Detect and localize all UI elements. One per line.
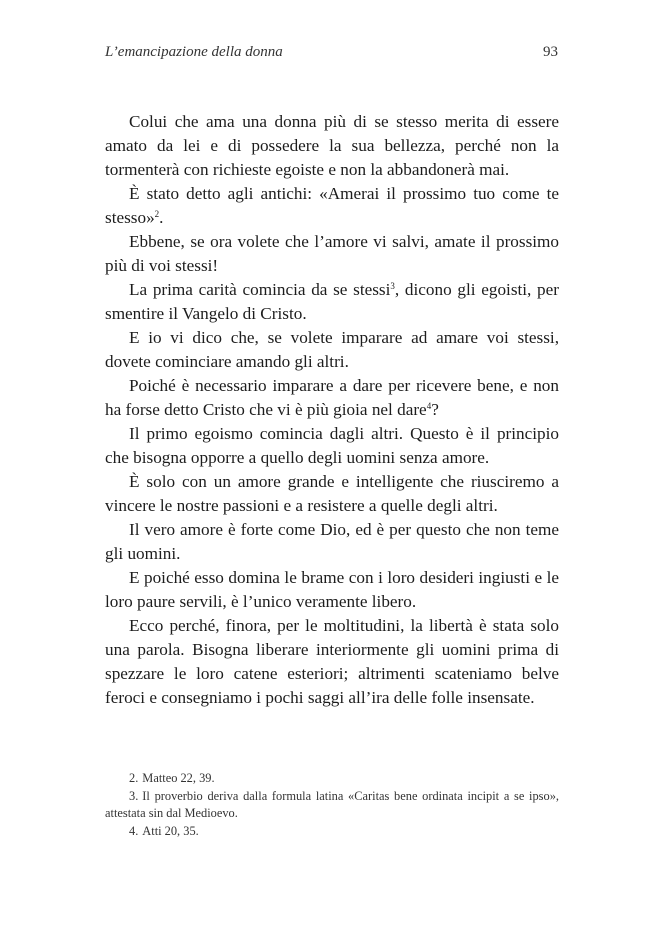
footnote-text: Il proverbio deriva dalla formula latina «Caritas bene ordinata incipit a se ipso», attestata sin dal Medioevo.	[105, 788, 559, 820]
footnotes	[105, 770, 559, 840]
paragraph: Ecco perché, finora, per le moltitudini, la libertà è stata solo una parola. Bisogna liberare interiormente gli uomini prima di spezzare le loro catene esteriori; altrimenti scateniamo belve feroci e consegniamo i pochi saggi all’ira delle folle insensate.	[105, 616, 559, 707]
footnote-text: Matteo 22, 39.	[142, 771, 215, 785]
paragraph: Colui che ama una donna più di se stesso merita di essere amato da lei e di possedere la sua bellezza, perché non la tormenterà con richieste egoiste e non la abbandonerà mai.	[105, 112, 559, 179]
paragraph: La prima carità comincia da se stessi$^3$, dicono gli egoisti, per smentire il Vangelo di Cristo.	[105, 280, 560, 323]
footnote	[105, 823, 559, 841]
paragraph: Il primo egoismo comincia dagli altri. Questo è il principio che bisogna opporre a quello degli uomini senza amore.	[105, 424, 559, 467]
footnote-number: 4.	[129, 823, 139, 838]
footnote-ref: 2	[154, 209, 160, 219]
footnote-text: Atti 20, 35.	[142, 823, 199, 838]
footnote-number: 2.	[129, 771, 139, 785]
paragraph: Poiché è necessario imparare a dare per ricevere bene, e non ha forse detto Cristo che vi è più gioia nel dare$^4$?	[105, 376, 559, 419]
page-number: 93	[543, 44, 558, 60]
footnote	[105, 788, 559, 823]
body-text	[105, 110, 559, 710]
paragraph: E poiché esso domina le brame con i loro desideri ingiusti e le loro paure servili, è l’unico veramente libero.	[105, 568, 559, 611]
paragraph: E io vi dico che, se volete imparare ad amare voi stessi, dovete cominciare amando gli altri.	[105, 328, 559, 371]
paragraph: È stato detto agli antichi: «Amerai il prossimo tuo come te stesso»$^2$.	[105, 184, 559, 227]
paragraph: Ebbene, se ora volete che l’amore vi salvi, amate il prossimo più di voi stessi!	[105, 232, 559, 275]
running-head: L’emancipazione della donna	[105, 44, 283, 60]
footnote-number: 3.	[129, 788, 139, 803]
footnote	[105, 770, 559, 788]
footnote-ref: 3	[390, 281, 395, 291]
footnote-ref: 4	[426, 401, 432, 411]
paragraph: È solo con un amore grande e intelligente che riusciremo a vincere le nostre passioni e a resistere a quelle degli altri.	[105, 472, 559, 515]
paragraph: Il vero amore è forte come Dio, ed è per questo che non teme gli uomini.	[105, 520, 559, 563]
